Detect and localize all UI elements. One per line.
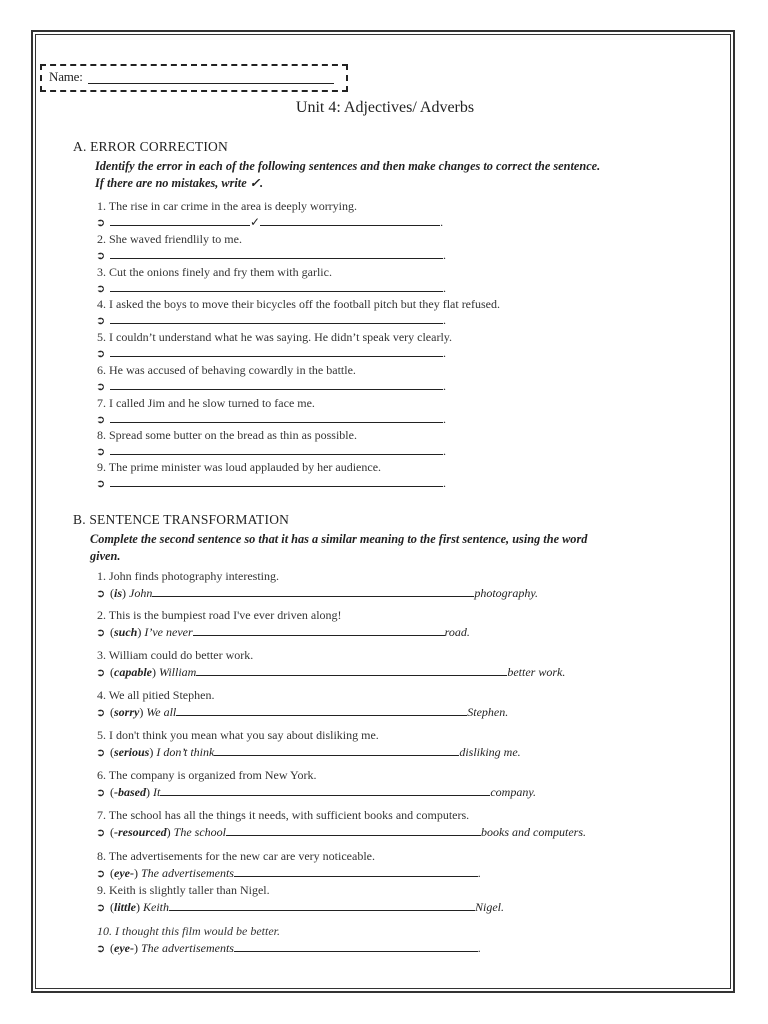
answer-blank[interactable] (234, 866, 478, 877)
arrow-icon: ➲ (96, 250, 106, 262)
sentence-stem: The advertisements (140, 941, 234, 955)
question-text: 4. We all pitied Stephen. (97, 688, 215, 702)
question-text: 1. John finds photography interesting. (97, 569, 279, 583)
section-a-instruction-line-1: Identify the error in each of the following sentences and then make changes to correct the sentence. (95, 159, 601, 173)
answer-line (96, 444, 446, 459)
answer-blank[interactable] (176, 705, 467, 716)
arrow-icon: ➲ (96, 588, 106, 600)
period: . (443, 248, 446, 262)
question-text: 6. He was accused of behaving cowardly in the battle. (97, 363, 356, 377)
sentence-stem: We all (146, 705, 177, 719)
keyword: eye- (114, 941, 134, 955)
arrow-icon: ➲ (96, 747, 106, 759)
period: . (440, 215, 444, 229)
name-label: Name: (49, 69, 83, 84)
sentence-ending: . (477, 941, 481, 955)
question-text: 3. William could do better work. (97, 648, 254, 662)
sentence-ending: better work. (507, 665, 566, 679)
answer-blank[interactable] (152, 586, 474, 597)
arrow-icon: ➲ (96, 446, 106, 458)
arrow-icon: ➲ (96, 902, 106, 914)
period: . (443, 346, 446, 360)
keyword: eye- (114, 866, 134, 880)
answer-blank[interactable] (160, 785, 490, 796)
arrow-icon: ➲ (96, 414, 106, 426)
arrow-icon: ➲ (96, 381, 106, 393)
answer-blank[interactable] (110, 313, 443, 324)
sentence-stem: I’ve never (144, 625, 193, 639)
question-text: 4. I asked the boys to move their bicycles off the football pitch but they flat refused. (97, 297, 501, 311)
sentence-stem: I don’t think (156, 745, 215, 759)
period: . (443, 476, 446, 490)
period: . (443, 444, 446, 458)
answer-value: ✓ (250, 215, 261, 229)
sentence-ending: Stephen. (467, 705, 509, 719)
arrow-icon: ➲ (96, 283, 106, 295)
keyword: little (114, 900, 136, 914)
period: . (443, 281, 446, 295)
answer-blank[interactable] (234, 941, 478, 952)
period: . (443, 412, 446, 426)
arrow-icon: ➲ (96, 315, 106, 327)
section-a-instruction (95, 158, 695, 192)
question-text: 2. This is the bumpiest road I've ever driven along! (97, 608, 342, 622)
answer-blank[interactable] (260, 215, 440, 226)
name-box (40, 64, 348, 92)
answer-blank[interactable] (110, 281, 443, 292)
arrow-icon: ➲ (96, 478, 106, 490)
arrow-icon: ➲ (96, 868, 106, 880)
arrow-icon: ➲ (96, 707, 106, 719)
answer-line (96, 476, 446, 491)
question-text: 1. The rise in car crime in the area is deeply worrying. (97, 199, 358, 213)
keyword: serious (114, 745, 150, 759)
answer-line (96, 346, 446, 361)
answer-blank[interactable] (110, 412, 443, 423)
arrow-icon: ➲ (96, 787, 106, 799)
sentence-ending: company. (490, 785, 536, 799)
answer-line: ➲ (sorry) We all Stephen. (96, 705, 509, 719)
keyword: capable (114, 665, 152, 679)
arrow-icon: ➲ (96, 217, 106, 229)
section-b-instruction-line-1: Complete the second sentence so that it has a similar meaning to the first sentence, using the word (90, 532, 588, 546)
answer-line (96, 215, 443, 230)
answer-blank[interactable] (214, 745, 459, 756)
question-text: 5. I don't think you mean what you say about disliking me. (97, 728, 379, 742)
answer-line: ➲ (is) John photography. (96, 586, 539, 600)
section-a-heading: A. ERROR CORRECTION (73, 139, 228, 154)
answer-line (96, 313, 446, 328)
arrow-icon: ➲ (96, 667, 106, 679)
answer-blank[interactable] (196, 665, 507, 676)
sentence-stem: John (129, 586, 153, 600)
page-title: Unit 4: Adjectives/ Adverbs (295, 99, 475, 116)
answer-blank[interactable] (110, 476, 443, 487)
sentence-ending: photography. (474, 586, 539, 600)
section-b-instruction-line-2: given. (90, 549, 121, 563)
answer-line: ➲ (such) I’ve never road. (96, 625, 470, 639)
sentence-ending: books and computers. (481, 825, 587, 839)
answer-blank[interactable] (110, 444, 443, 455)
answer-blank[interactable] (226, 825, 481, 836)
period: . (443, 379, 446, 393)
keyword: is (114, 586, 123, 600)
answer-line: ➲ (serious) I don’t think disliking me. (96, 745, 521, 759)
sentence-stem: It (153, 785, 161, 799)
answer-line: ➲ (eye-) The advertisements . (96, 941, 481, 955)
name-field[interactable] (88, 83, 334, 84)
answer-line: ➲ (eye-) The advertisements . (96, 866, 481, 880)
sentence-ending: disliking me. (459, 745, 521, 759)
sentence-stem: Keith (143, 900, 169, 914)
question-text: 8. Spread some butter on the bread as thin as possible. (97, 428, 357, 442)
question-text: 8. The advertisements for the new car are very noticeable. (97, 849, 375, 863)
answer-line (96, 412, 446, 427)
question-text: 7. The school has all the things it needs, with sufficient books and computers. (97, 808, 470, 822)
answer-line (96, 248, 446, 263)
answer-line: ➲ (capable) William better work. (96, 665, 566, 679)
question-text: 7. I called Jim and he slow turned to face me. (97, 396, 315, 410)
answer-blank[interactable] (193, 625, 445, 636)
keyword: such (114, 625, 138, 639)
question-text: 3. Cut the onions finely and fry them with garlic. (97, 265, 332, 279)
answer-line: ➲ (little) Keith Nigel. (96, 900, 504, 914)
section-a-instruction-line-2: If there are no mistakes, write ✓. (95, 176, 264, 190)
answer-line (96, 379, 446, 394)
answer-blank[interactable] (169, 900, 475, 911)
answer-blank[interactable] (110, 248, 443, 259)
answer-line: ➲ (-based) It company. (96, 785, 536, 799)
question-text: 10. I thought this film would be better. (97, 924, 280, 938)
answer-line (96, 281, 446, 296)
question-text: 6. The company is organized from New York. (97, 768, 317, 782)
answer-blank[interactable] (110, 346, 443, 357)
keyword: sorry (114, 705, 140, 719)
section-b-instruction (90, 531, 690, 565)
arrow-icon: ➲ (96, 348, 106, 360)
sentence-ending: Nigel. (475, 900, 504, 914)
question-text: 9. The prime minister was loud applauded by her audience. (97, 460, 382, 474)
period: . (443, 313, 446, 327)
sentence-stem: The school (173, 825, 227, 839)
keyword: -based (114, 785, 146, 799)
sentence-stem: The advertisements (140, 866, 234, 880)
sentence-ending: road. (444, 625, 470, 639)
question-text: 9. Keith is slightly taller than Nigel. (97, 883, 270, 897)
answer-blank[interactable] (110, 379, 443, 390)
answer-line: ➲ (-resourced) The school books and computers. (96, 825, 587, 839)
keyword: -resourced (114, 825, 167, 839)
answer-blank[interactable] (110, 215, 250, 226)
arrow-icon: ➲ (96, 943, 106, 955)
arrow-icon: ➲ (96, 827, 106, 839)
section-b-heading: B. SENTENCE TRANSFORMATION (73, 512, 290, 527)
question-text: 2. She waved friendlily to me. (97, 232, 242, 246)
sentence-ending: . (477, 866, 481, 880)
sentence-stem: William (159, 665, 197, 679)
arrow-icon: ➲ (96, 627, 106, 639)
question-text: 5. I couldn’t understand what he was saying. He didn’t speak very clearly. (97, 330, 453, 344)
